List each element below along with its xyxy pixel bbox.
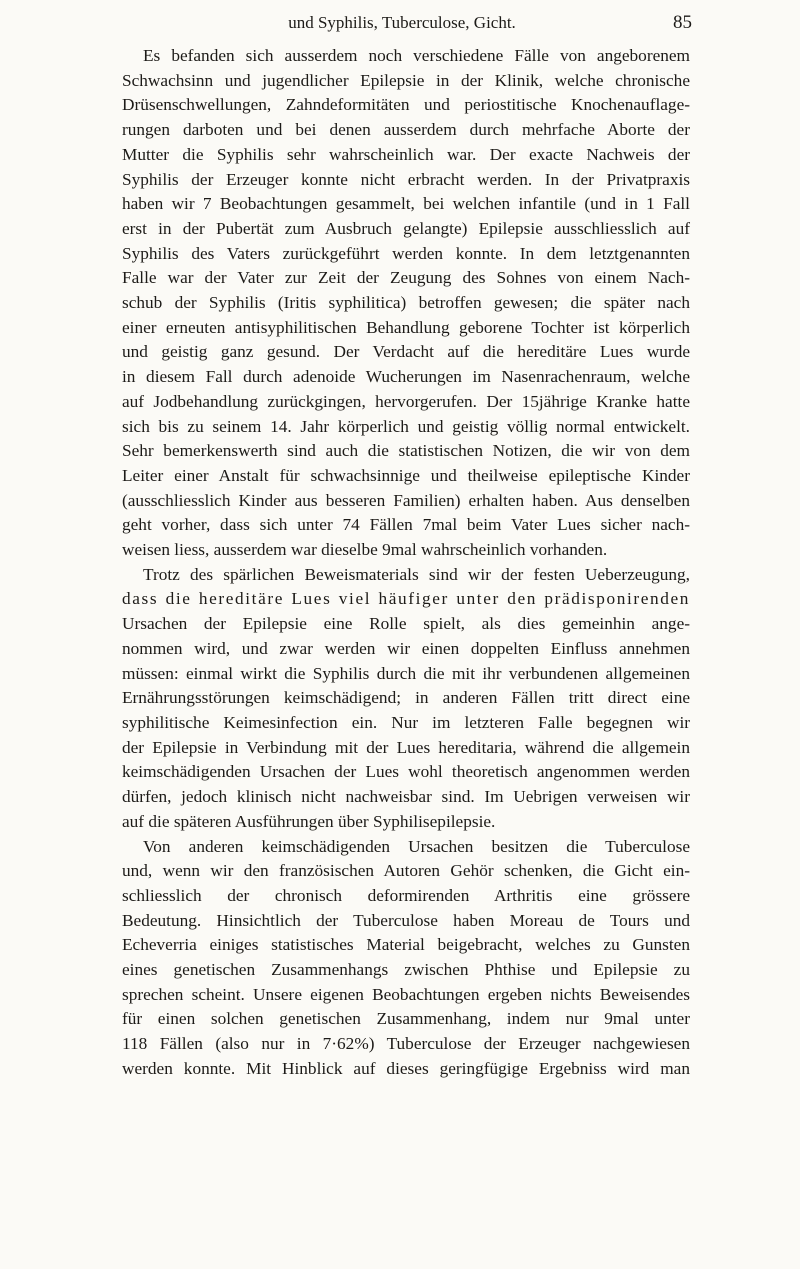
text-line: haben wir 7 Beobachtungen gesammelt, bei welchen infantile (und in 1 Fall (122, 194, 690, 214)
text-line: Schwachsinn und jugendlicher Epilepsie in der Klinik, welche chronische (122, 70, 690, 90)
page-header (112, 8, 692, 38)
text-line: 118 Fällen (also nur in 7·62%) Tuberculose der Erzeuger nachgewiesen (122, 1034, 690, 1054)
text-line: erst in der Pubertät zum Ausbruch gelangte) Epilepsie ausschliesslich auf (122, 218, 690, 238)
text-line: und, wenn wir den französischen Autoren Gehör schenken, die Gicht ein- (122, 861, 690, 881)
text-line: Trotz des spärlichen Beweismaterials sind wir der festen Ueberzeugung, (143, 564, 690, 584)
text-line: Von anderen keimschädigenden Ursachen besitzen die Tuberculose (143, 836, 690, 856)
text-line: Leiter einer Anstalt für schwachsinnige und theilweise epileptische Kinder (122, 465, 690, 485)
text-line: Falle war der Vater zur Zeit der Zeugung des Sohnes von einem Nach- (122, 268, 690, 288)
text-line: Syphilis des Vaters zurückgeführt werden konnte. In dem letztgenannten (122, 243, 690, 263)
text-line: auf die späteren Ausführungen über Syphilisepilepsie. (122, 811, 496, 831)
text-line: geht vorher, dass sich unter 74 Fällen 7mal beim Vater Lues sicher nach- (122, 515, 690, 535)
text-line: eines genetischen Zusammenhangs zwischen Phthise und Epilepsie zu (122, 960, 690, 980)
text-line: schliesslich der chronisch deformirenden Arthritis eine grössere (122, 885, 690, 905)
text-line: Drüsenschwellungen, Zahndeformitäten und periostitische Knochenauflage- (122, 95, 690, 115)
text-line: Es befanden sich ausserdem noch verschiedene Fälle von angeborenem (143, 46, 690, 65)
text-line: Echeverria einiges statistisches Material beigebracht, welches zu Gunsten (122, 935, 690, 955)
text-line: syphilitische Keimesinfection ein. Nur im letzteren Falle begegnen wir (122, 712, 690, 732)
text-line: rungen darboten und bei denen ausserdem durch mehrfache Aborte der (122, 120, 690, 140)
text-line: weisen liess, ausserdem war dieselbe 9mal wahrscheinlich vorhanden. (122, 540, 608, 560)
text-line: Ernährungsstörungen keimschädigend; in anderen Fällen tritt direct eine (122, 688, 690, 708)
text-line: Ursachen der Epilepsie eine Rolle spielt, als dies gemeinhin ange- (122, 614, 690, 634)
text-line: Bedeutung. Hinsichtlich der Tuberculose haben Moreau de Tours und (122, 910, 690, 930)
text-line: einer erneuten antisyphilitischen Behandlung geborene Tochter ist körperlich (122, 317, 690, 337)
text-line: in diesem Fall durch adenoide Wucherungen im Nasenrachenraum, welche (122, 367, 690, 387)
body-text (122, 44, 690, 1082)
text-line: für einen solchen genetischen Zusammenhang, indem nur 9mal unter (122, 1009, 690, 1029)
text-line: sich bis zu seinem 14. Jahr körperlich und geistig völlig normal entwickelt. (122, 416, 690, 436)
text-line: nommen wird, und zwar werden wir einen doppelten Einfluss annehmen (122, 638, 690, 658)
text-line: auf Jodbehandlung zurückgingen, hervorgerufen. Der 15jährige Kranke hatte (122, 391, 690, 411)
text-line: dass die hereditäre Lues viel häufiger unter den prädisponirenden (122, 589, 690, 609)
text-line: Syphilis der Erzeuger konnte nicht erbracht werden. In der Privatpraxis (122, 169, 690, 189)
text-line: und geistig ganz gesund. Der Verdacht auf die hereditäre Lues wurde (122, 342, 690, 362)
running-title: und Syphilis, Tuberculose, Gicht. (288, 13, 516, 32)
page-number: 85 (673, 12, 692, 33)
text-line: keimschädigenden Ursachen der Lues wohl theoretisch angenommen werden (122, 762, 690, 782)
text-line: der Epilepsie in Verbindung mit der Lues hereditaria, während die allgemein (122, 737, 690, 757)
text-line: dürfen, jedoch klinisch nicht nachweisbar sind. Im Uebrigen verweisen wir (122, 787, 690, 807)
text-line: schub der Syphilis (Iritis syphilitica) betroffen gewesen; die später nach (122, 293, 690, 313)
text-line: (ausschliesslich Kinder aus besseren Familien) erhalten haben. Aus denselben (122, 490, 690, 510)
text-line: sprechen scheint. Unsere eigenen Beobachtungen ergeben nichts Beweisendes (122, 984, 690, 1004)
text-line: werden konnte. Mit Hinblick auf dieses geringfügige Ergebniss wird man (122, 1058, 690, 1078)
text-line: Sehr bemerkenswerth sind auch die statistischen Notizen, die wir von dem (122, 441, 690, 461)
text-line: Mutter die Syphilis sehr wahrscheinlich war. Der exacte Nachweis der (122, 144, 690, 164)
text-line: müssen: einmal wirkt die Syphilis durch die mit ihr verbundenen allgemeinen (122, 663, 690, 683)
